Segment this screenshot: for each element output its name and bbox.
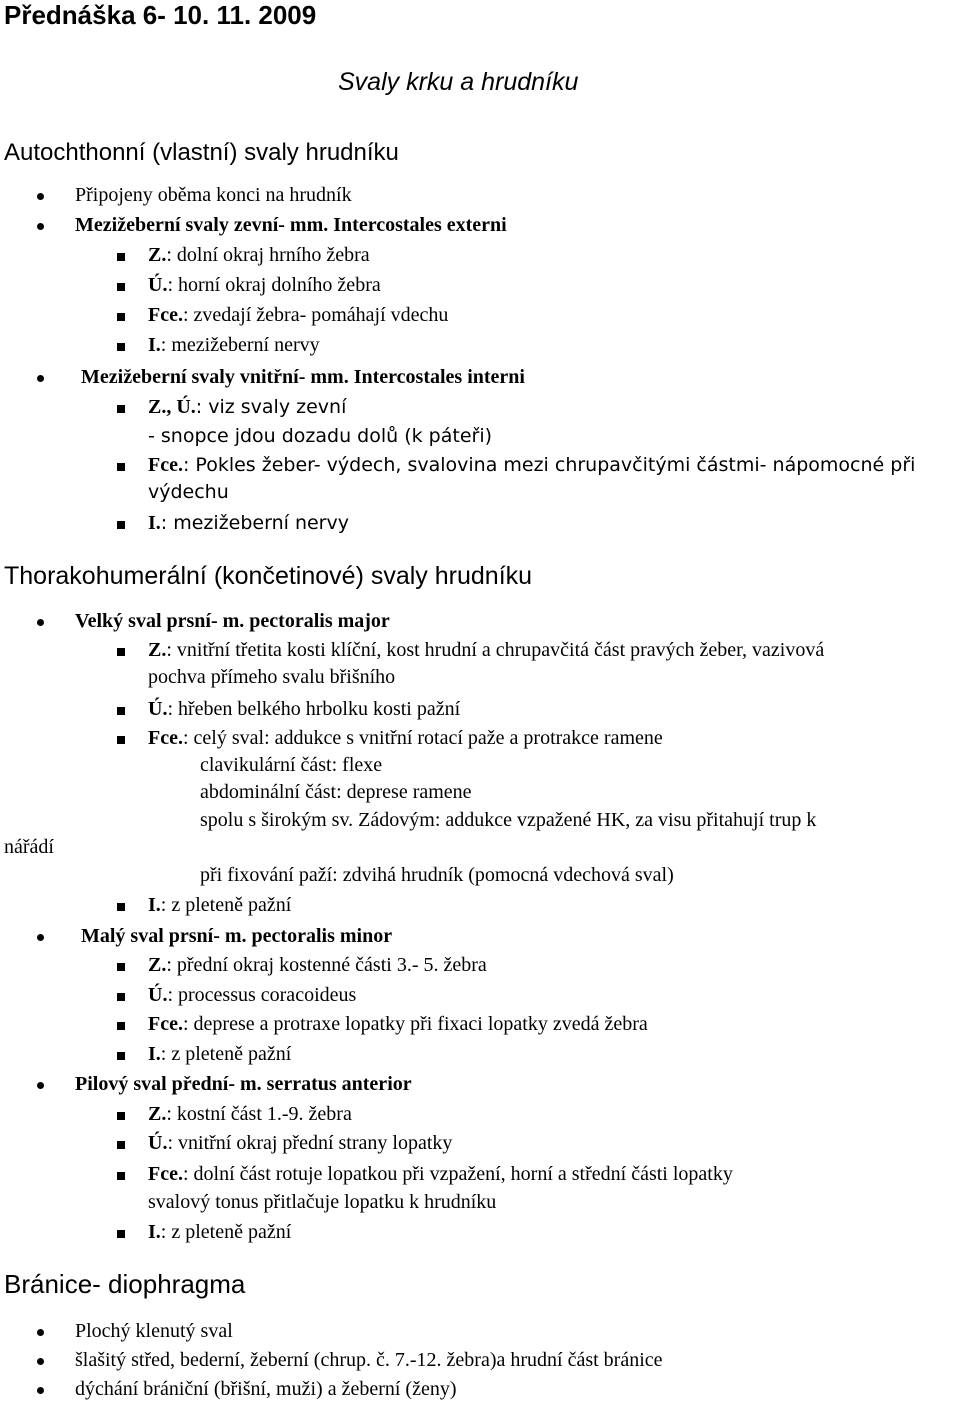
item-key: Ú. xyxy=(148,274,168,296)
list-subitem xyxy=(148,639,824,662)
list-subitem-continuation: svalový tonus přitlačuje lopatku k hrudníku xyxy=(148,1191,497,1213)
square-bullet xyxy=(117,1112,125,1120)
bullet-dot xyxy=(37,1329,44,1336)
bullet-dot xyxy=(37,193,44,200)
list-subitem xyxy=(148,396,346,419)
bullet-dot xyxy=(37,934,44,941)
page-title: Přednáška 6- 10. 11. 2009 xyxy=(4,0,317,30)
square-bullet xyxy=(117,283,125,291)
item-key: Ú. xyxy=(148,698,168,720)
item-value: : kostní část 1.-9. žebra xyxy=(166,1103,352,1125)
bullet-dot xyxy=(37,619,44,626)
list-subitem xyxy=(148,894,291,917)
item-value: : přední okraj kostenné části 3.- 5. žebra xyxy=(166,954,487,976)
list-item: Malý sval prsní- m. pectoralis minor xyxy=(81,925,393,947)
item-value: : viz svaly zevní xyxy=(195,396,347,418)
item-key: I. xyxy=(148,1043,161,1065)
item-key: Ú. xyxy=(148,984,168,1006)
bullet-dot xyxy=(37,1082,44,1089)
square-bullet xyxy=(117,521,125,529)
item-value: : vnitřní třetita kosti klíční, kost hrudní a chrupavčitá část pravých žeber, vazivová xyxy=(166,639,825,661)
section-heading-autochthonni: Autochthonní (vlastní) svaly hrudníku xyxy=(4,139,399,166)
item-value: : vnitřní okraj přední strany lopatky xyxy=(167,1132,453,1154)
square-bullet xyxy=(117,1022,125,1030)
item-value: : horní okraj dolního žebra xyxy=(167,274,381,296)
square-bullet xyxy=(117,648,125,656)
square-bullet xyxy=(117,463,125,471)
item-key: Ú. xyxy=(148,1132,168,1154)
item-value: : celý sval: addukce s vnitřní rotací paže a protrakce ramene xyxy=(182,727,663,749)
square-bullet xyxy=(117,343,125,351)
square-bullet xyxy=(117,405,125,413)
list-subitem xyxy=(148,244,370,267)
list-subitem-continuation: při fixování paží: zdvihá hrudník (pomocná vdechová sval) xyxy=(200,864,674,886)
item-key: Z., Ú. xyxy=(148,396,196,418)
section-heading-thorakohumeralni: Thorakohumerální (končetinové) svaly hrudníku xyxy=(4,562,533,590)
item-key: Z. xyxy=(148,244,167,266)
list-subitem xyxy=(148,334,320,357)
list-subitem xyxy=(148,1221,291,1244)
square-bullet xyxy=(117,1052,125,1060)
list-subitem xyxy=(148,454,915,477)
item-key: Fce. xyxy=(148,304,183,326)
list-subitem xyxy=(148,512,349,535)
list-item: dýchání brániční (břišní, muži) a žeberní (ženy) xyxy=(75,1378,457,1400)
list-item: Velký sval prsní- m. pectoralis major xyxy=(75,610,390,632)
list-subitem xyxy=(148,698,460,721)
item-value: : z pleteně pažní xyxy=(160,1221,292,1243)
bullet-dot xyxy=(37,375,44,382)
list-subitem xyxy=(148,1103,352,1126)
list-subitem-continuation: clavikulární část: flexe xyxy=(200,754,383,776)
square-bullet xyxy=(117,1230,125,1238)
item-value: : dolní část rotuje lopatkou při vzpažení, horní a střední části lopatky xyxy=(182,1163,733,1185)
list-subitem-continuation: spolu s širokým sv. Zádovým: addukce vzpažené HK, za visu přitahují trup k xyxy=(200,809,817,831)
item-value: : zvedají žebra- pomáhají vdechu xyxy=(182,304,449,326)
bullet-dot xyxy=(37,1358,44,1365)
item-value: : mezižeberní nervy xyxy=(160,512,349,534)
list-subitem xyxy=(148,304,448,327)
item-key: Z. xyxy=(148,1103,167,1125)
list-item: Pilový sval přední- m. serratus anterior xyxy=(75,1073,412,1095)
square-bullet xyxy=(117,993,125,1001)
page-subtitle: Svaly krku a hrudníku xyxy=(338,68,579,96)
item-key: I. xyxy=(148,334,161,356)
item-key: Fce. xyxy=(148,1163,183,1185)
square-bullet xyxy=(117,1141,125,1149)
item-key: Fce. xyxy=(148,727,183,749)
list-subitem-continuation: abdominální část: deprese ramene xyxy=(200,781,472,803)
item-value: : z pleteně pažní xyxy=(160,894,292,916)
section-heading-branice: Bránice- diophragma xyxy=(4,1269,246,1299)
item-key: I. xyxy=(148,512,161,534)
bullet-dot xyxy=(37,223,44,230)
item-key: Z. xyxy=(148,954,167,976)
item-key: Fce. xyxy=(148,454,183,476)
item-value: : deprese a protraxe lopatky při fixaci lopatky zvedá žebra xyxy=(182,1013,648,1035)
list-item: Mezižeberní svaly zevní- mm. Intercostales externi xyxy=(75,214,507,236)
square-bullet xyxy=(117,253,125,261)
list-subitem xyxy=(148,954,487,977)
list-item: Plochý klenutý sval xyxy=(75,1320,233,1342)
list-subitem xyxy=(148,727,663,750)
list-subitem-continuation: - snopce jdou dozadu dolů (k páteři) xyxy=(148,425,493,447)
square-bullet xyxy=(117,1172,125,1180)
list-subitem-continuation: pochva přímeho svalu břišního xyxy=(148,666,396,688)
list-subitem xyxy=(148,984,356,1007)
list-subitem xyxy=(148,1132,452,1155)
item-value: : dolní okraj hrního žebra xyxy=(166,244,370,266)
list-item: šlašitý střed, bederní, žeberní (chrup. č. 7.-12. žebra)a hrudní část bránice xyxy=(75,1349,663,1371)
square-bullet xyxy=(117,736,125,744)
item-key: Z. xyxy=(148,639,167,661)
square-bullet xyxy=(117,963,125,971)
item-value: : mezižeberní nervy xyxy=(160,334,320,356)
item-value: : hřeben belkého hrbolku kosti pažní xyxy=(167,698,461,720)
item-key: I. xyxy=(148,894,161,916)
square-bullet xyxy=(117,313,125,321)
list-subitem-continuation: výdechu xyxy=(148,481,229,503)
item-value: : Pokles žeber- výdech, svalovina mezi chrupavčitými částmi- nápomocné při xyxy=(182,454,916,476)
list-subitem xyxy=(148,274,381,297)
square-bullet xyxy=(117,707,125,715)
bullet-dot xyxy=(37,1387,44,1394)
item-value: : processus coracoideus xyxy=(167,984,357,1006)
item-value: : z pleteně pažní xyxy=(160,1043,292,1065)
list-subitem xyxy=(148,1163,733,1186)
item-key: I. xyxy=(148,1221,161,1243)
list-subitem xyxy=(148,1013,648,1036)
item-key: Fce. xyxy=(148,1013,183,1035)
list-item: Připojeny oběma konci na hrudník xyxy=(75,184,352,206)
square-bullet xyxy=(117,903,125,911)
list-subitem-continuation: nářádí xyxy=(4,836,54,858)
list-subitem xyxy=(148,1043,291,1066)
list-item: Mezižeberní svaly vnitřní- mm. Intercostales interni xyxy=(81,366,525,388)
